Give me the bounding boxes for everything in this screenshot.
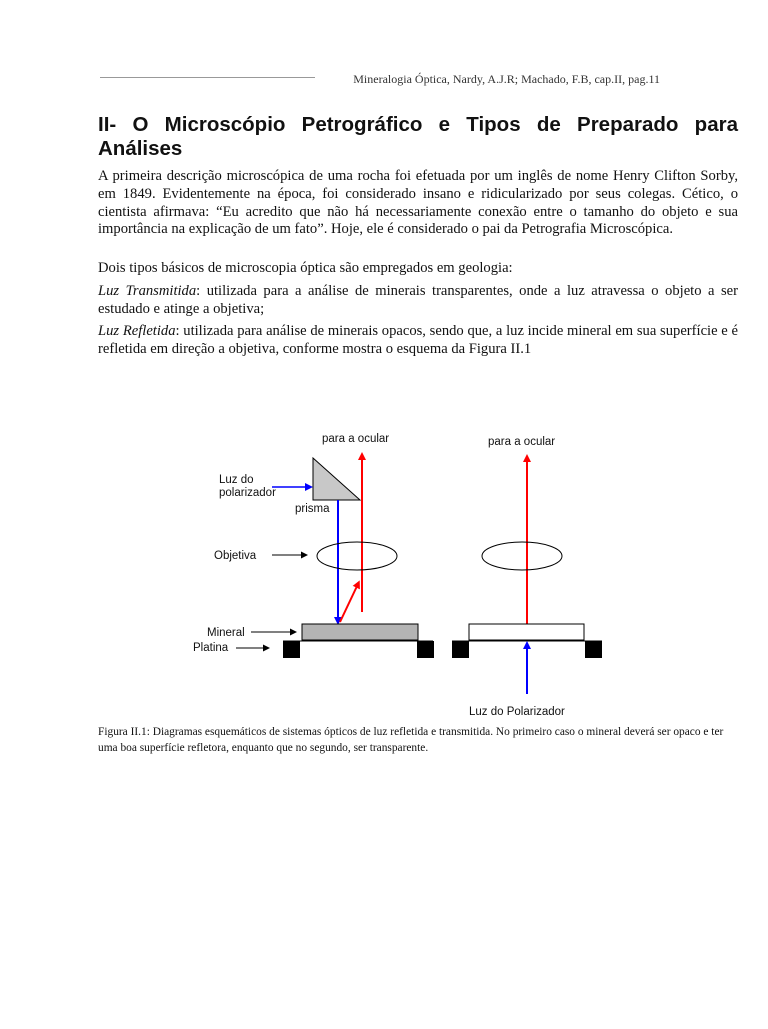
objective-label: Objetiva [214,550,257,562]
section-title: II- O Microscópio Petrográfico e Tipos de Preparado para Análises [98,113,738,160]
term-reflected-light: Luz Refletida [98,323,176,339]
right-stage-block-left [452,641,469,658]
reflected-light-description: : utilizada para análise de minerais opacos, sendo que, a luz incide mineral em sua superfície e é refletida em direção a objetiva, conforme mostra o esquema da Figura II.1 [98,323,738,357]
right-ocular-label: para a ocular [488,436,556,448]
header-rule [100,77,315,78]
paragraph-history: A primeira descrição microscópica de uma rocha foi efetuada por um inglês de nome Henry Clifton Sorby, em 1849. Evidentemente na época, foi considerado insano e ridicularizado por seus colegas. Cético, o cientista afirmava: “Eu acredito que não há necessariamente conexão entre o tamanho do objeto e sua importância na explicação de um fato”. Hoje, ele é considerado o pai da Petrografia Microscópica. [98,168,738,238]
left-objective-lens [317,542,397,570]
figure-caption: Figura II.1: Diagramas esquemáticos de sistemas ópticos de luz refletida e transmitida. No primeiro caso o mineral deverá ser opaco e ter uma boa superfície refletora, enquanto que no segundo, ser transparente. [98,726,724,754]
reflected-ray-diagonal [340,584,358,622]
transmitted-light-description: : utilizada para a análise de minerais transparentes, onde a luz atravessa o objeto a ser estudado e atinge a objetiva; [98,283,738,317]
stage-label: Platina [193,642,229,654]
running-title: Mineralogia Óptica, Nardy, A.J.R; Machado, F.B, cap.II, pag.11 [353,72,660,86]
prism-label: prisma [295,503,330,515]
right-objective-lens [482,542,562,570]
paragraph-reflected-light [98,323,738,359]
left-stage-block-left [283,641,300,658]
opaque-mineral [302,624,418,640]
left-ocular-label: para a ocular [322,433,390,445]
light-source-label-line2: polarizador [219,487,276,499]
left-stage-block-right [417,641,434,658]
light-source-label-line1: Luz do [219,474,254,486]
term-transmitted-light: Luz Transmitida [98,283,197,299]
prism-shape [313,458,360,500]
right-stage-block-right [585,641,602,658]
polarizer-source-label: Luz do Polarizador [469,706,565,718]
page-header [100,72,660,88]
mineral-label: Mineral [207,627,245,639]
paragraph-intro-types: Dois tipos básicos de microscopia óptica são empregados em geologia: [98,260,513,276]
transparent-mineral [469,624,584,640]
paragraph-transmitted-light [98,283,738,319]
